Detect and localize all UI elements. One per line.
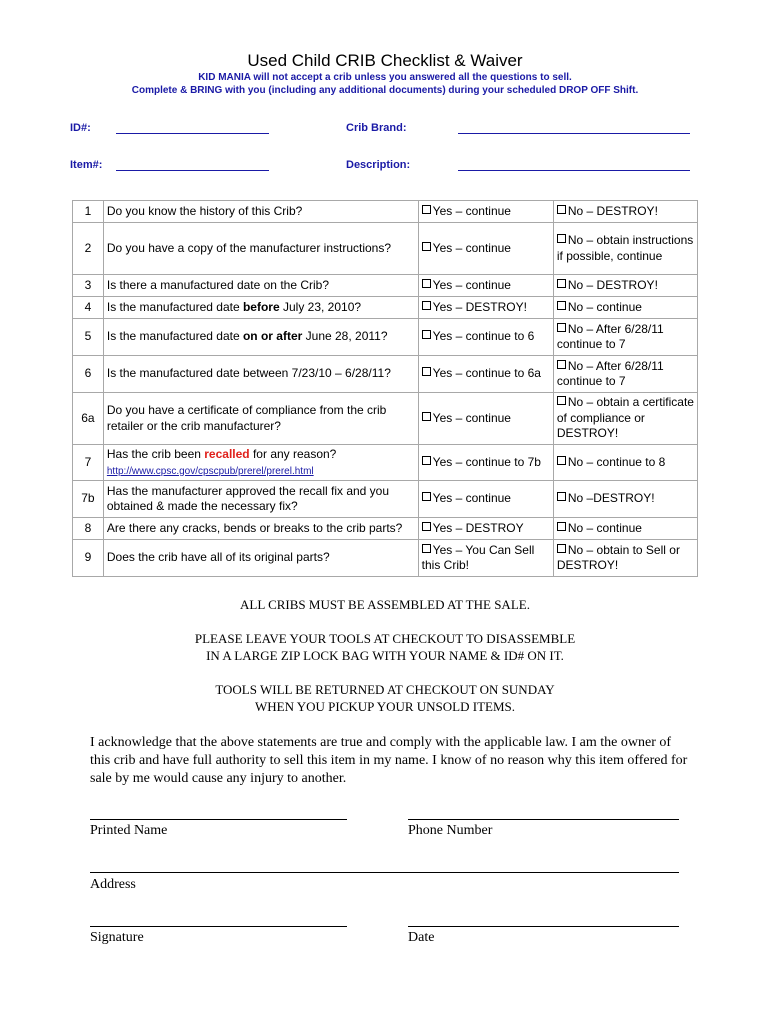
question: Does the crib have all of its original parts? bbox=[103, 540, 418, 577]
table-row bbox=[73, 275, 698, 297]
checkbox-icon[interactable] bbox=[422, 279, 431, 288]
signature-line[interactable] bbox=[90, 926, 347, 927]
crib-brand-field-line[interactable] bbox=[458, 133, 690, 134]
signature-label: Signature bbox=[90, 930, 144, 945]
crib-brand-label: Crib Brand: bbox=[346, 122, 407, 134]
checkbox-icon[interactable] bbox=[557, 522, 566, 531]
yes-option[interactable]: Yes – You Can Sell this Crib! bbox=[418, 540, 553, 577]
page-title: Used Child CRIB Checklist & Waiver bbox=[247, 51, 523, 70]
description-label: Description: bbox=[346, 159, 411, 171]
checkbox-icon[interactable] bbox=[557, 544, 566, 553]
return-notice-line1: TOOLS WILL BE RETURNED AT CHECKOUT ON SUNDAY bbox=[215, 682, 555, 697]
table-row bbox=[73, 356, 698, 393]
checkbox-icon[interactable] bbox=[557, 396, 566, 405]
no-option[interactable]: No – continue to 8 bbox=[553, 445, 697, 481]
no-option[interactable]: No – obtain to Sell or DESTROY! bbox=[553, 540, 697, 577]
row-number: 7b bbox=[73, 481, 104, 518]
checkbox-icon[interactable] bbox=[557, 323, 566, 332]
no-option[interactable]: No – continue bbox=[553, 297, 697, 319]
row-number: 4 bbox=[73, 297, 104, 319]
yes-option[interactable]: Yes – continue to 7b bbox=[418, 445, 553, 481]
yes-option[interactable]: Yes – continue bbox=[418, 481, 553, 518]
checkbox-icon[interactable] bbox=[422, 456, 431, 465]
checkbox-icon[interactable] bbox=[557, 205, 566, 214]
no-option[interactable]: No – obtain a certificate of compliance or DESTROY! bbox=[553, 393, 697, 445]
question: Has the crib been recalled for any reason? http://www.cpsc.gov/cpscpub/prerel/prerel.html bbox=[103, 445, 418, 481]
table-row bbox=[73, 201, 698, 223]
phone-number-line[interactable] bbox=[408, 819, 679, 820]
phone-number-label: Phone Number bbox=[408, 823, 493, 838]
no-option[interactable]: No – obtain instructions if possible, continue bbox=[553, 223, 697, 275]
recalled-emphasis: recalled bbox=[204, 447, 250, 461]
checkbox-icon[interactable] bbox=[557, 279, 566, 288]
cpsc-recall-link[interactable]: http://www.cpsc.gov/cpscpub/prerel/prerel.html bbox=[106, 465, 314, 477]
no-option[interactable]: No – After 6/28/11 continue to 7 bbox=[553, 356, 697, 393]
yes-option[interactable]: Yes – continue to 6a bbox=[418, 356, 553, 393]
no-option[interactable]: No – continue bbox=[553, 518, 697, 540]
yes-option[interactable]: Yes – DESTROY bbox=[418, 518, 553, 540]
no-option[interactable]: No –DESTROY! bbox=[553, 481, 697, 518]
description-field-line[interactable] bbox=[458, 170, 690, 171]
checkbox-icon[interactable] bbox=[422, 544, 431, 553]
acknowledgement-text: I acknowledge that the above statements are true and comply with the applicable law. I am the owner of this crib and have full authority to sell this item in my name. I know of no reason why this item offered for sale by me would cause any injury to another. bbox=[90, 735, 688, 786]
bring-notice: Complete & BRING with you (including any additional documents) during your scheduled DROP OFF Shift. bbox=[131, 85, 639, 96]
address-label: Address bbox=[90, 877, 136, 892]
row-number: 1 bbox=[73, 201, 104, 223]
yes-option[interactable]: Yes – continue to 6 bbox=[418, 319, 553, 356]
row-number: 5 bbox=[73, 319, 104, 356]
checkbox-icon[interactable] bbox=[557, 456, 566, 465]
row-number: 3 bbox=[73, 275, 104, 297]
no-option[interactable]: No – DESTROY! bbox=[553, 201, 697, 223]
id-field-line[interactable] bbox=[116, 133, 269, 134]
table-row bbox=[73, 445, 698, 481]
row-number: 2 bbox=[73, 223, 104, 275]
checkbox-icon[interactable] bbox=[557, 492, 566, 501]
row-number: 8 bbox=[73, 518, 104, 540]
yes-option[interactable]: Yes – continue bbox=[418, 393, 553, 445]
checkbox-icon[interactable] bbox=[422, 301, 431, 310]
checkbox-icon[interactable] bbox=[422, 412, 431, 421]
checkbox-icon[interactable] bbox=[557, 301, 566, 310]
question: Is the manufactured date before July 23, 2010? bbox=[103, 297, 418, 319]
question: Has the manufacturer approved the recall fix and you obtained & made the necessary fix? bbox=[103, 481, 418, 518]
return-notice-line2: WHEN YOU PICKUP YOUR UNSOLD ITEMS. bbox=[255, 699, 515, 714]
table-row bbox=[73, 481, 698, 518]
item-field-line[interactable] bbox=[116, 170, 269, 171]
no-option[interactable]: No – After 6/28/11 continue to 7 bbox=[553, 319, 697, 356]
address-line[interactable] bbox=[90, 872, 679, 873]
question: Do you have a copy of the manufacturer instructions? bbox=[103, 223, 418, 275]
yes-option[interactable]: Yes – DESTROY! bbox=[418, 297, 553, 319]
checkbox-icon[interactable] bbox=[422, 242, 431, 251]
question: Do you have a certificate of compliance from the crib retailer or the crib manufacturer? bbox=[103, 393, 418, 445]
table-row bbox=[73, 223, 698, 275]
question: Is the manufactured date between 7/23/10 – 6/28/11? bbox=[103, 356, 418, 393]
yes-option[interactable]: Yes – continue bbox=[418, 275, 553, 297]
date-line[interactable] bbox=[408, 926, 679, 927]
date-label: Date bbox=[408, 930, 435, 945]
row-number: 9 bbox=[73, 540, 104, 577]
assembled-notice: ALL CRIBS MUST BE ASSEMBLED AT THE SALE. bbox=[240, 597, 530, 612]
checkbox-icon[interactable] bbox=[422, 367, 431, 376]
row-number: 7 bbox=[73, 445, 104, 481]
checkbox-icon[interactable] bbox=[422, 492, 431, 501]
table-row bbox=[73, 540, 698, 577]
table-row bbox=[73, 319, 698, 356]
question: Are there any cracks, bends or breaks to the crib parts? bbox=[103, 518, 418, 540]
item-label: Item#: bbox=[70, 159, 103, 171]
acceptance-notice: KID MANIA will not accept a crib unless you answered all the questions to sell. bbox=[198, 72, 572, 83]
no-option[interactable]: No – DESTROY! bbox=[553, 275, 697, 297]
checkbox-icon[interactable] bbox=[422, 205, 431, 214]
table-row bbox=[73, 393, 698, 445]
row-number: 6 bbox=[73, 356, 104, 393]
printed-name-label: Printed Name bbox=[90, 823, 168, 838]
tools-notice-line2: IN A LARGE ZIP LOCK BAG WITH YOUR NAME & ID# ON IT. bbox=[206, 648, 564, 663]
yes-option[interactable]: Yes – continue bbox=[418, 223, 553, 275]
checkbox-icon[interactable] bbox=[422, 522, 431, 531]
question: Do you know the history of this Crib? bbox=[103, 201, 418, 223]
printed-name-line[interactable] bbox=[90, 819, 347, 820]
table-row bbox=[73, 297, 698, 319]
question: Is the manufactured date on or after June 28, 2011? bbox=[103, 319, 418, 356]
tools-notice-line1: PLEASE LEAVE YOUR TOOLS AT CHECKOUT TO DISASSEMBLE bbox=[194, 631, 576, 646]
row-number: 6a bbox=[73, 393, 104, 445]
checkbox-icon[interactable] bbox=[422, 330, 431, 339]
checklist-table bbox=[72, 200, 698, 577]
table-row bbox=[73, 518, 698, 540]
id-label: ID#: bbox=[70, 122, 91, 134]
question: Is there a manufactured date on the Crib? bbox=[103, 275, 418, 297]
checkbox-icon[interactable] bbox=[557, 360, 566, 369]
checkbox-icon[interactable] bbox=[557, 234, 566, 243]
yes-option[interactable]: Yes – continue bbox=[418, 201, 553, 223]
